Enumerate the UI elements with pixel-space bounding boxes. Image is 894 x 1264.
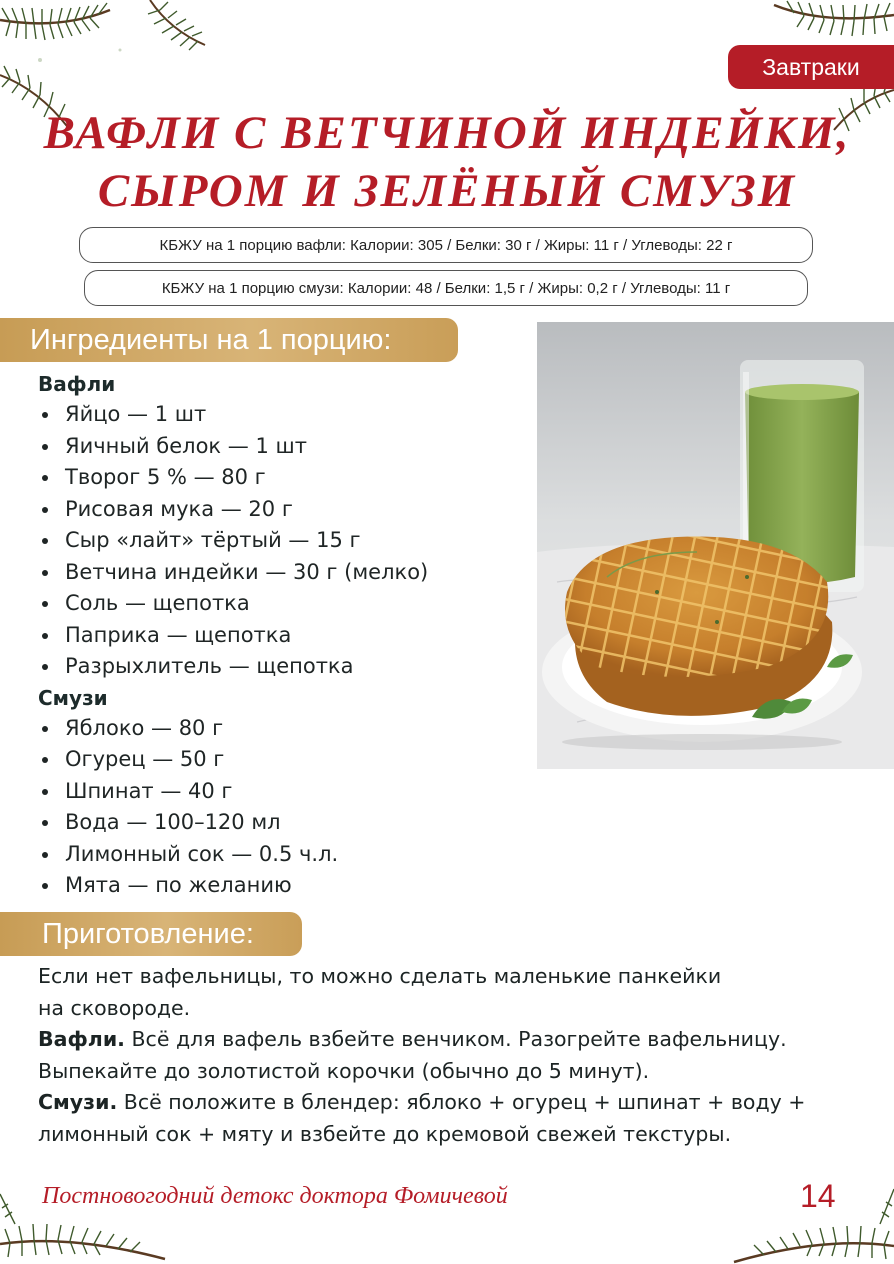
preparation-waffles-text: Всё для вафель взбейте венчиком. Разогрейте вафельницу. (124, 1027, 787, 1051)
list-item: Мята — по желанию (38, 870, 508, 902)
preparation-smoothie-label: Смузи. (38, 1090, 118, 1114)
list-item: Яблоко — 80 г (38, 713, 508, 745)
preparation-text (38, 961, 858, 1150)
kbju-smoothie-box: КБЖУ на 1 порцию смузи: Калории: 48 / Белки: 1,5 г / Жиры: 0,2 г / Углеводы: 11 г (84, 270, 808, 306)
preparation-smoothie-line-1 (38, 1087, 858, 1119)
preparation-waffles-line-2: Выпекайте до золотистой корочки (обычно до 5 минут). (38, 1058, 650, 1083)
list-item: Огурец — 50 г (38, 744, 508, 776)
smoothie-group-title: Смузи (38, 685, 108, 710)
preparation-note-line-1: Если нет вафельницы, то можно сделать маленькие панкейки (38, 964, 722, 988)
waffles-ingredient-list (38, 399, 508, 683)
footer-book-title: Постновогодний детокс доктора Фомичевой (42, 1183, 508, 1209)
ingredients-section (38, 369, 508, 902)
preparation-heading: Приготовление: (0, 912, 302, 956)
page-number: 14 (800, 1178, 836, 1214)
recipe-title-line-2: СЫРОМ И ЗЕЛЁНЫЙ СМУЗИ (97, 165, 797, 217)
list-item: Ветчина индейки — 30 г (мелко) (38, 557, 508, 589)
list-item: Разрыхлитель — щепотка (38, 651, 508, 683)
list-item: Яичный белок — 1 шт (38, 431, 508, 463)
ingredients-heading: Ингредиенты на 1 порцию: (0, 318, 458, 362)
list-item: Шпинат — 40 г (38, 776, 508, 808)
list-item: Лимонный сок — 0.5 ч.л. (38, 839, 508, 871)
list-item: Яйцо — 1 шт (38, 399, 508, 431)
recipe-title-line-1: ВАФЛИ С ВЕТЧИНОЙ ИНДЕЙКИ, (43, 107, 851, 159)
waffles-and-green-smoothie-photo (537, 322, 894, 769)
list-item: Рисовая мука — 20 г (38, 494, 508, 526)
category-tag: Завтраки (728, 45, 894, 89)
recipe-title (0, 104, 894, 220)
preparation-smoothie-text: Всё положите в блендер: яблоко + огурец + шпинат + воду + (117, 1090, 806, 1114)
list-item: Сыр «лайт» тёртый — 15 г (38, 525, 508, 557)
preparation-waffles-line-1 (38, 1024, 858, 1056)
preparation-waffles-label: Вафли. (38, 1027, 125, 1051)
list-item: Соль — щепотка (38, 588, 508, 620)
smoothie-ingredient-list (38, 713, 508, 902)
list-item: Творог 5 % — 80 г (38, 462, 508, 494)
list-item: Паприка — щепотка (38, 620, 508, 652)
preparation-smoothie-line-2: лимонный сок + мяту и взбейте до кремовой свежей текстуры. (38, 1121, 732, 1146)
kbju-waffles-box: КБЖУ на 1 порцию вафли: Калории: 305 / Белки: 30 г / Жиры: 11 г / Углеводы: 22 г (79, 227, 813, 263)
list-item: Вода — 100–120 мл (38, 807, 508, 839)
waffles-group-title: Вафли (38, 372, 116, 396)
preparation-note-line-2: на сковороде. (38, 995, 191, 1020)
